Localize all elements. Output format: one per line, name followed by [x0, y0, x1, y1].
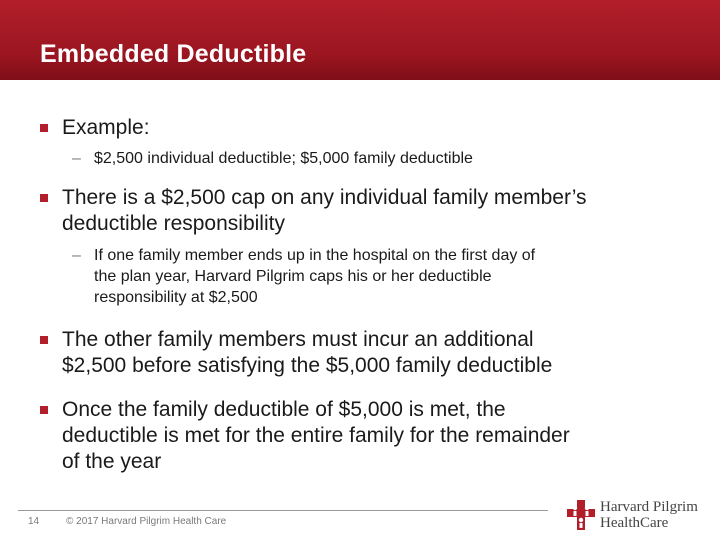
dash-icon: – [72, 247, 81, 264]
bullet-line: There is a $2,500 cap on any individual family member’s [62, 186, 587, 209]
bullet-line: Once the family deductible of $5,000 is met, the [62, 398, 506, 421]
logo-line2: HealthCare [600, 515, 669, 531]
bullet-line: The other family members must incur an additional [62, 328, 534, 351]
bullet-cap [62, 185, 682, 237]
sub-bullet-line: If one family member ends up in the hospital on the first day of [94, 247, 536, 264]
page-number: 14 [28, 516, 40, 527]
cross-people-icon [566, 498, 596, 532]
logo-line1: Harvard Pilgrim [600, 499, 698, 515]
bullet-family-met [62, 397, 682, 475]
bullet-other-members [62, 327, 682, 379]
sub-bullet-text: $2,500 individual deductible; $5,000 family deductible [94, 150, 473, 167]
harvard-pilgrim-logo [566, 498, 716, 534]
bullet-square-icon [40, 406, 48, 414]
dash-icon: – [72, 150, 81, 167]
sub-bullet [72, 245, 674, 308]
bullet-line: of the year [62, 450, 162, 473]
sub-bullet-line: the plan year, Harvard Pilgrim caps his or her deductible [94, 268, 492, 285]
bullet-square-icon [40, 194, 48, 202]
bullet-square-icon [40, 124, 48, 132]
bullet-line: deductible is met for the entire family for the remainder [62, 424, 570, 447]
slide-title: Embedded Deductible [40, 40, 307, 68]
bullet-square-icon [40, 336, 48, 344]
footer-divider [18, 510, 548, 511]
bullet-example [62, 115, 682, 141]
bullet-text: Example: [62, 116, 150, 139]
bullet-line: $2,500 before satisfying the $5,000 family deductible [62, 354, 553, 377]
sub-bullet [72, 148, 674, 169]
bullet-line: deductible responsibility [62, 212, 285, 235]
copyright-text: © 2017 Harvard Pilgrim Health Care [66, 516, 227, 527]
sub-bullet-line: responsibility at $2,500 [94, 289, 258, 306]
title-bar [0, 0, 720, 80]
